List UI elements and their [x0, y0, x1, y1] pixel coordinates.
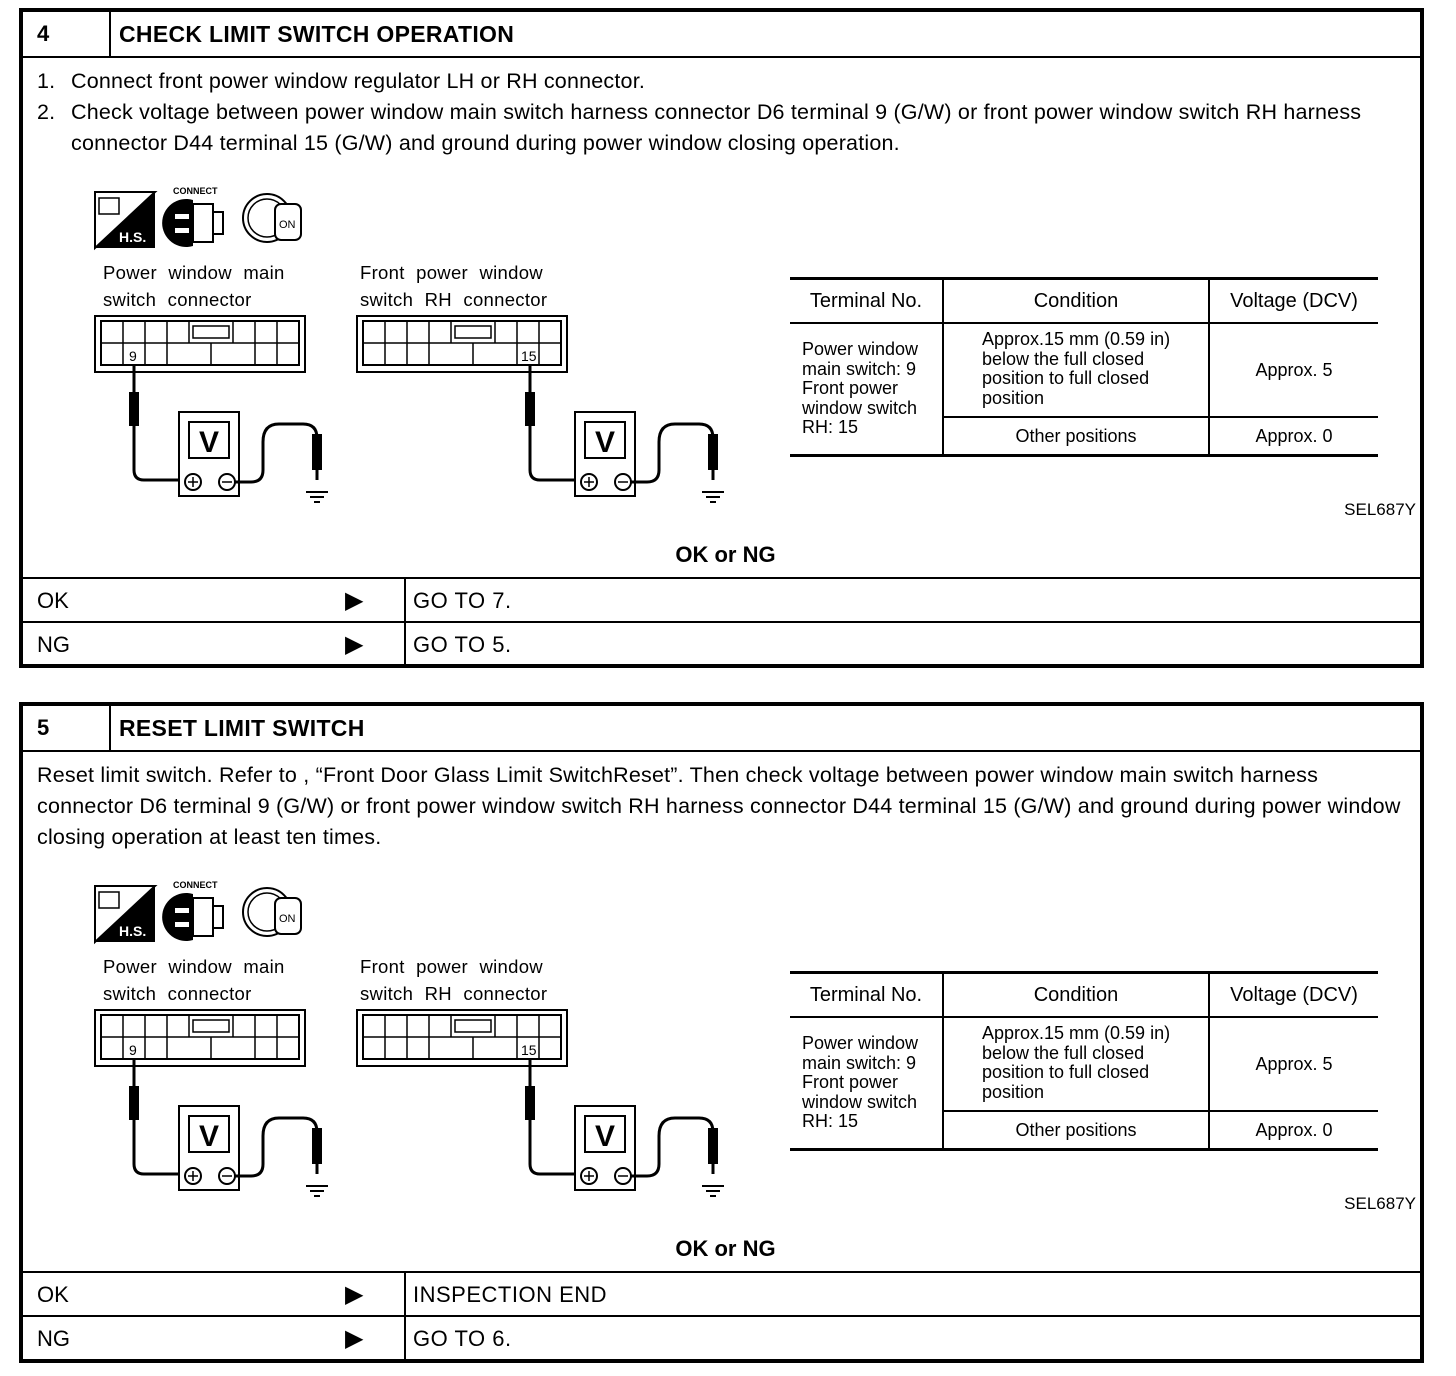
column-divider: [404, 579, 406, 623]
column-header: Terminal No.: [790, 279, 943, 324]
label-line: switch connector: [103, 289, 252, 310]
step-block-4: [19, 8, 1424, 668]
meter-label: V: [595, 1120, 616, 1153]
on-label: ON: [279, 913, 296, 925]
voltage-cell: Approx. 5: [1209, 323, 1378, 417]
meter-label: V: [199, 426, 220, 459]
block-header: [23, 12, 1420, 58]
column-divider: [404, 623, 406, 667]
step-number: 4: [23, 12, 111, 56]
arrow-right-icon: ▶: [345, 587, 364, 614]
connect-label: CONNECT: [173, 880, 218, 890]
wiring-diagram: [23, 180, 783, 520]
terminal-label: 9: [129, 1042, 137, 1058]
result-row-ok: [23, 1271, 1420, 1317]
condition-cell: Approx.15 mm (0.59 in) below the full closed position to full closed position: [943, 1017, 1209, 1111]
instruction-paragraph: Reset limit switch. Refer to , “Front Door Glass Limit SwitchReset”. Then check voltage between power window main switch harness connector D6 terminal 9 (G/W) or front power window switch RH harness connector D44 terminal 15 (G/W) and ground during power window closing operation at least ten times.: [37, 763, 1401, 849]
connect-label: CONNECT: [173, 186, 218, 196]
voltmeter-right: [525, 365, 724, 502]
result-label: OK: [37, 1282, 69, 1307]
label-line: switch RH connector: [360, 289, 548, 310]
column-divider: [404, 1273, 406, 1317]
result-action: GO TO 5.: [413, 632, 512, 657]
terminal-label: 15: [521, 1042, 537, 1058]
main-switch-connector-label: [103, 953, 285, 1007]
condition-cell: Other positions: [943, 1111, 1209, 1150]
rh-switch-connector-label: [360, 953, 547, 1007]
figure-id: SEL687Y: [1344, 500, 1416, 519]
connect-icon: [162, 186, 223, 247]
terminal-label: 15: [521, 348, 537, 364]
result-label: OK: [37, 588, 69, 613]
terminal-cell: Power window main switch: 9 Front power window switch RH: 15: [802, 339, 919, 438]
label-line: Front power window: [360, 262, 543, 283]
column-divider: [404, 1317, 406, 1361]
voltage-cell: Approx. 5: [1209, 1017, 1378, 1111]
result-label: NG: [37, 632, 70, 657]
main-switch-connector: [95, 316, 305, 372]
step-number: 5: [23, 706, 111, 750]
result-label: NG: [37, 1326, 70, 1351]
meter-label: V: [595, 426, 616, 459]
figure-id: SEL687Y: [1344, 1194, 1416, 1213]
block-header: [23, 706, 1420, 752]
label-line: Front power window: [360, 956, 543, 977]
voltage-cell: Approx. 0: [1209, 1111, 1378, 1150]
result-action: INSPECTION END: [413, 1282, 608, 1307]
label-line: switch connector: [103, 983, 252, 1004]
voltage-cell: Approx. 0: [1209, 417, 1378, 456]
main-switch-connector: [95, 1010, 305, 1066]
column-header: Terminal No.: [790, 973, 943, 1018]
label-line: switch RH connector: [360, 983, 548, 1004]
measurement-diagram: [23, 874, 1428, 1254]
hs-label: H.S.: [119, 923, 147, 939]
label-line: Power window main: [103, 956, 285, 977]
step-text: Connect front power window regulator LH or RH connector.: [71, 69, 646, 93]
arrow-right-icon: ▶: [345, 631, 364, 658]
terminal-label: 9: [129, 348, 137, 364]
ok-or-ng-question: OK or NG: [675, 542, 776, 567]
step-index: 2.: [37, 100, 56, 124]
result-row-ok: [23, 577, 1420, 623]
ignition-on-icon: [243, 194, 301, 242]
rh-switch-connector-label: [360, 259, 547, 313]
hs-label: H.S.: [119, 229, 147, 245]
voltage-condition-table: [790, 277, 1378, 457]
voltage-condition-table: [790, 971, 1378, 1151]
voltmeter-left: [129, 1059, 328, 1196]
voltmeter-left: [129, 365, 328, 502]
ignition-on-icon: [243, 888, 301, 936]
result-row-ng: [23, 621, 1420, 667]
rh-switch-connector: [357, 316, 567, 372]
main-switch-connector-label: [103, 259, 285, 313]
arrow-right-icon: ▶: [345, 1281, 364, 1308]
result-action: GO TO 6.: [413, 1326, 512, 1351]
step-title: CHECK LIMIT SWITCH OPERATION: [119, 21, 515, 47]
connect-icon: [162, 880, 223, 941]
ok-or-ng-question: OK or NG: [675, 1236, 776, 1261]
column-header: Voltage (DCV): [1209, 279, 1378, 324]
on-label: ON: [279, 219, 296, 231]
step-title: RESET LIMIT SWITCH: [119, 715, 365, 741]
measurement-diagram: [23, 180, 1428, 560]
result-row-ng: [23, 1315, 1420, 1361]
harness-side-icon: [95, 886, 155, 942]
harness-side-icon: [95, 192, 155, 248]
column-header: Condition: [943, 279, 1209, 324]
label-line: Power window main: [103, 262, 285, 283]
meter-label: V: [199, 1120, 220, 1153]
rh-switch-connector: [357, 1010, 567, 1066]
step-block-5: [19, 702, 1424, 1363]
arrow-right-icon: ▶: [345, 1325, 364, 1352]
result-action: GO TO 7.: [413, 588, 512, 613]
column-header: Voltage (DCV): [1209, 973, 1378, 1018]
condition-cell: Approx.15 mm (0.59 in) below the full closed position to full closed position: [943, 323, 1209, 417]
step-index: 1.: [37, 69, 56, 93]
step-text: Check voltage between power window main switch harness connector D6 terminal 9 (G/W) or front power window switch RH harness connector D44 terminal 15 (G/W) and ground during power window closing operation.: [71, 100, 1362, 155]
condition-cell: Other positions: [943, 417, 1209, 456]
wiring-diagram: [23, 874, 783, 1214]
column-header: Condition: [943, 973, 1209, 1018]
voltmeter-right: [525, 1059, 724, 1196]
terminal-cell: Power window main switch: 9 Front power window switch RH: 15: [802, 1033, 919, 1132]
